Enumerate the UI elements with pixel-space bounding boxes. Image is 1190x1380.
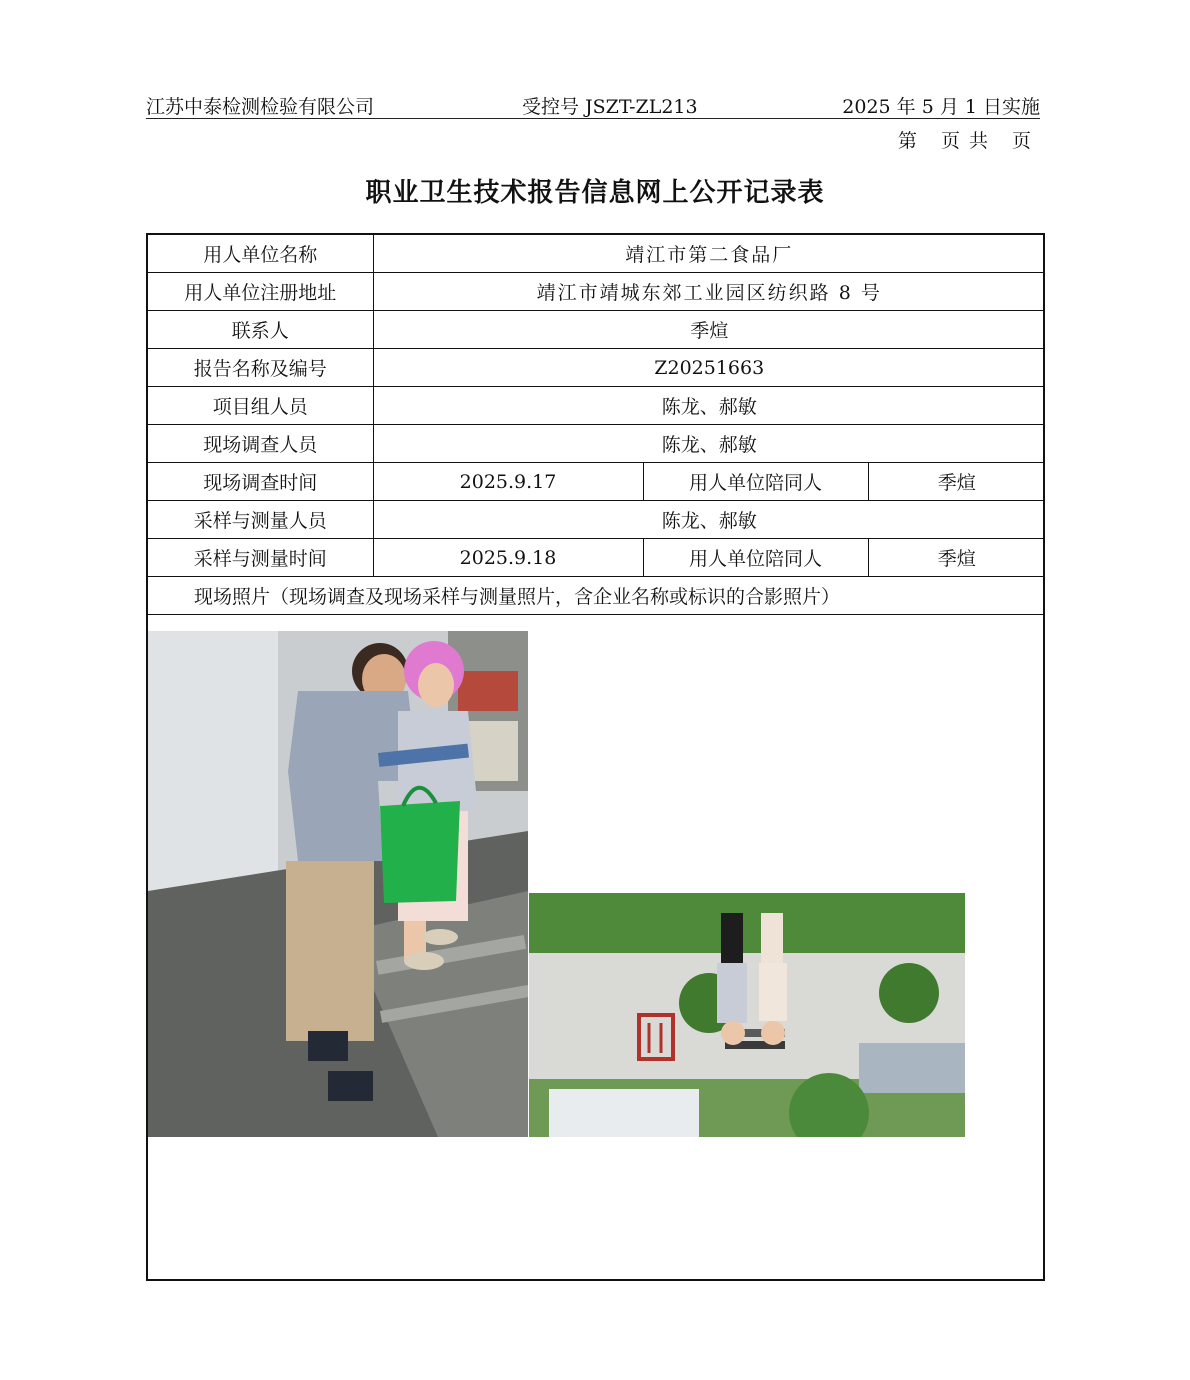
survey-companion-value: 季煊 [868,463,1045,501]
record-table [148,235,1045,615]
row-survey-staff [148,425,1045,463]
sampling-staff-value: 陈龙、郝敏 [373,501,1045,539]
report-no-value: Z20251663 [373,349,1045,387]
sampling-companion-value: 季煊 [868,539,1045,577]
photo-area [148,631,1043,1151]
record-form [146,233,1045,1281]
employer-address-label: 用人单位注册地址 [148,273,373,311]
employer-name-value: 靖江市第二食品厂 [373,235,1045,273]
row-survey-time [148,463,1045,501]
contact-label: 联系人 [148,311,373,349]
project-team-label: 项目组人员 [148,387,373,425]
site-survey-photo [148,631,528,1137]
survey-time-label: 现场调查时间 [148,463,373,501]
row-employer-name [148,235,1045,273]
project-team-value: 陈龙、郝敏 [373,387,1045,425]
contact-value: 季煊 [373,311,1045,349]
page-number-info: 第 页共 页 [897,130,1040,152]
survey-staff-label: 现场调查人员 [148,425,373,463]
row-sampling-staff [148,501,1045,539]
sampling-staff-label: 采样与测量人员 [148,501,373,539]
employer-address-value: 靖江市靖城东郊工业园区纺织路 8 号 [373,273,1045,311]
survey-time-value: 2025.9.17 [373,463,643,501]
sampling-time-label: 采样与测量时间 [148,539,373,577]
row-sampling-time [148,539,1045,577]
row-contact [148,311,1045,349]
sampling-time-value: 2025.9.18 [373,539,643,577]
report-no-label: 报告名称及编号 [148,349,373,387]
company-sign-photo [529,893,965,1137]
row-photos-caption [148,577,1045,615]
row-employer-address [148,273,1045,311]
effective-date: 2025 年 5 月 1 日实施 [842,96,1040,118]
control-number: 受控号 JSZT-ZL213 [522,96,698,118]
company-name: 江苏中泰检测检验有限公司 [146,96,375,118]
document-title: 职业卫生技术报告信息网上公开记录表 [365,178,825,208]
survey-staff-value: 陈龙、郝敏 [373,425,1045,463]
employer-name-label: 用人单位名称 [148,235,373,273]
sampling-companion-label: 用人单位陪同人 [643,539,868,577]
photos-caption: 现场照片（现场调查及现场采样与测量照片，含企业名称或标识的合影照片） [148,577,1045,615]
row-project-team [148,387,1045,425]
survey-companion-label: 用人单位陪同人 [643,463,868,501]
row-report-no [148,349,1045,387]
page-header [146,92,1040,119]
